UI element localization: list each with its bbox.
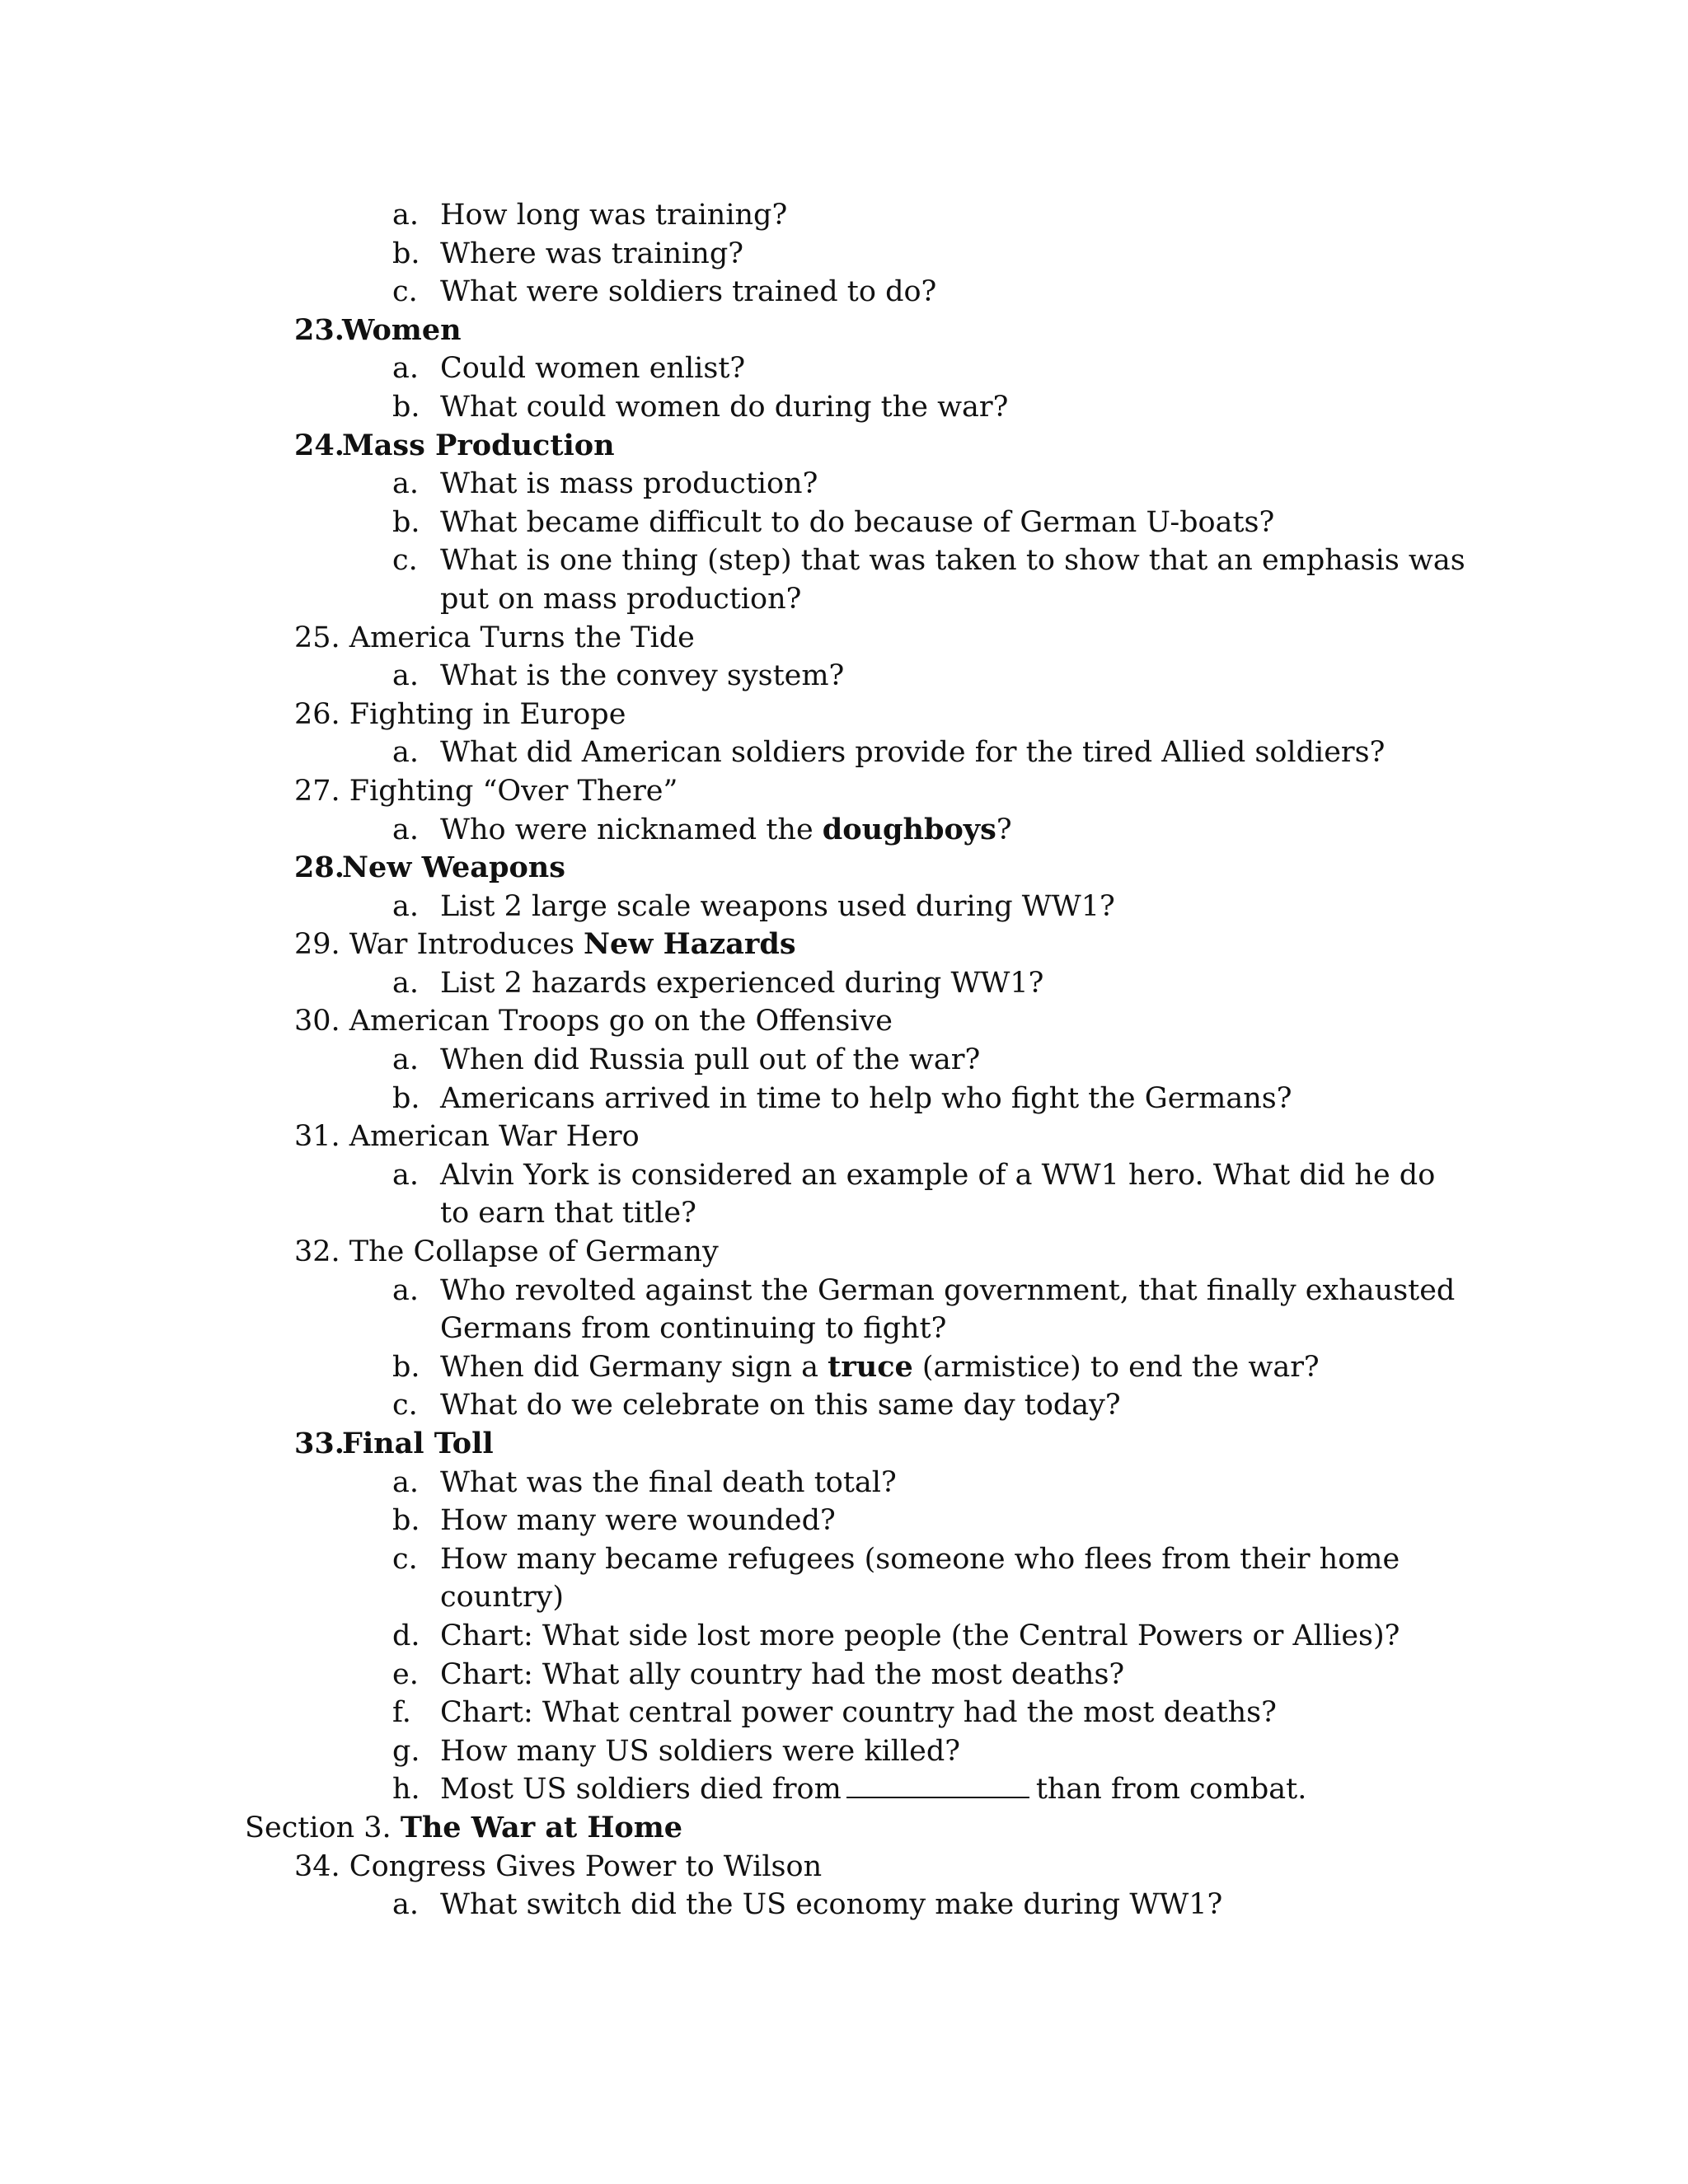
question-text bbox=[440, 1770, 1306, 1809]
question-text: Who revolted against the German government, that finally exhausted bbox=[440, 1273, 1456, 1307]
question-text bbox=[440, 811, 1012, 850]
question-letter: a. bbox=[392, 736, 419, 770]
question-text: What was the final death total? bbox=[440, 1465, 897, 1499]
topic-number: 33. bbox=[294, 1427, 345, 1460]
question-item bbox=[0, 1464, 1688, 1502]
topic-title: 25. America Turns the Tide bbox=[294, 621, 695, 654]
topic-title: New Weapons bbox=[342, 851, 565, 885]
question-letter: b. bbox=[392, 1504, 420, 1538]
question-text: How many were wounded? bbox=[440, 1504, 836, 1538]
question-text: to earn that title? bbox=[440, 1197, 696, 1230]
section-label: Section 3. bbox=[245, 1811, 401, 1844]
question-text-part: When did Germany sign a bbox=[440, 1350, 828, 1384]
topic-title: 34. Congress Gives Power to Wilson bbox=[294, 1849, 823, 1883]
question-text: Germans from continuing to fight? bbox=[440, 1312, 947, 1346]
topic-title: 27. Fighting “Over There” bbox=[294, 774, 678, 808]
question-item bbox=[0, 657, 1688, 696]
question-letter: c. bbox=[392, 1389, 418, 1422]
topic-title-part: 29. War Introduces bbox=[294, 928, 584, 962]
question-text: What became difficult to do because of German U-boats? bbox=[440, 505, 1275, 539]
question-item bbox=[0, 1694, 1688, 1732]
question-letter: c. bbox=[392, 1542, 418, 1576]
question-text-part: (armistice) to end the war? bbox=[912, 1350, 1320, 1384]
question-letter: b. bbox=[392, 1350, 420, 1384]
question-item bbox=[0, 388, 1688, 427]
question-item bbox=[0, 1348, 1688, 1387]
question-text-part: ? bbox=[996, 813, 1012, 846]
topic-heading bbox=[0, 696, 1688, 734]
question-item bbox=[0, 1886, 1688, 1924]
topic-number: 23. bbox=[294, 312, 345, 347]
question-item bbox=[0, 1041, 1688, 1080]
question-item bbox=[0, 196, 1688, 235]
question-letter: g. bbox=[392, 1734, 420, 1768]
topic-title: Final Toll bbox=[342, 1427, 494, 1460]
topic-heading bbox=[0, 1002, 1688, 1041]
section-title bbox=[245, 1809, 682, 1848]
topic-title: 32. The Collapse of Germany bbox=[294, 1235, 719, 1269]
question-text: What is mass production? bbox=[440, 467, 818, 501]
question-item bbox=[0, 1080, 1688, 1118]
question-letter: a. bbox=[392, 659, 419, 693]
question-item bbox=[0, 733, 1688, 772]
question-item bbox=[0, 349, 1688, 388]
section-name: The War at Home bbox=[400, 1810, 683, 1844]
topic-title: 30. American Troops go on the Offensive bbox=[294, 1005, 893, 1038]
question-text: When did Russia pull out of the war? bbox=[440, 1043, 981, 1077]
question-text bbox=[440, 1348, 1320, 1387]
question-letter: d. bbox=[392, 1619, 420, 1652]
question-text: What switch did the US economy make during WW1? bbox=[440, 1888, 1223, 1922]
question-letter: a. bbox=[392, 199, 419, 232]
question-letter: a. bbox=[392, 1043, 419, 1077]
question-text: Chart: What central power country had the most deaths? bbox=[440, 1696, 1277, 1730]
topic-heading-bold bbox=[0, 1425, 1688, 1464]
question-item bbox=[0, 964, 1688, 1003]
question-text: What do we celebrate on this same day today? bbox=[440, 1389, 1121, 1422]
question-letter: h. bbox=[392, 1773, 420, 1807]
question-text: How many became refugees (someone who flees from their home bbox=[440, 1542, 1400, 1576]
question-item bbox=[0, 541, 1688, 580]
topic-title: 26. Fighting in Europe bbox=[294, 697, 626, 731]
question-letter: a. bbox=[392, 1273, 419, 1307]
question-text-part: Most US soldiers died from bbox=[440, 1773, 842, 1807]
question-text: What were soldiers trained to do? bbox=[440, 275, 937, 309]
question-item bbox=[0, 1770, 1688, 1809]
section-heading bbox=[0, 1809, 1688, 1848]
topic-heading bbox=[0, 926, 1688, 964]
topic-title: Women bbox=[342, 312, 462, 347]
question-item bbox=[0, 1540, 1688, 1579]
question-text: Chart: What side lost more people (the Central Powers or Allies)? bbox=[440, 1619, 1400, 1652]
key-term: truce bbox=[828, 1349, 913, 1384]
topic-heading-bold bbox=[0, 312, 1688, 350]
question-letter: b. bbox=[392, 390, 420, 424]
question-text: List 2 large scale weapons used during WW1? bbox=[440, 889, 1115, 923]
question-letter: a. bbox=[392, 813, 419, 846]
question-text: List 2 hazards experienced during WW1? bbox=[440, 966, 1044, 1000]
topic-heading bbox=[0, 1118, 1688, 1156]
question-letter: a. bbox=[392, 467, 419, 501]
question-letter: f. bbox=[392, 1696, 411, 1730]
question-text: Chart: What ally country had the most deaths? bbox=[440, 1657, 1125, 1691]
question-letter: a. bbox=[392, 889, 419, 923]
question-item bbox=[0, 273, 1688, 312]
question-text: Where was training? bbox=[440, 237, 744, 270]
topic-number: 24. bbox=[294, 428, 345, 462]
question-text-part: than from combat. bbox=[1035, 1773, 1307, 1807]
key-term: New Hazards bbox=[584, 927, 796, 962]
topic-title: Mass Production bbox=[342, 428, 615, 462]
topic-title bbox=[294, 926, 796, 964]
question-text: Could women enlist? bbox=[440, 352, 746, 386]
question-letter: c. bbox=[392, 544, 418, 578]
question-item bbox=[0, 888, 1688, 926]
fill-in-blank bbox=[846, 1774, 1029, 1798]
question-text-part: Who were nicknamed the bbox=[440, 813, 823, 846]
topic-heading bbox=[0, 1848, 1688, 1886]
question-continuation bbox=[0, 580, 1688, 619]
question-item bbox=[0, 465, 1688, 504]
question-letter: b. bbox=[392, 1081, 420, 1115]
question-text: What could women do during the war? bbox=[440, 390, 1009, 424]
question-text: Alvin York is considered an example of a WW1 hero. What did he do bbox=[440, 1158, 1436, 1192]
question-continuation bbox=[0, 1310, 1688, 1348]
question-letter: b. bbox=[392, 505, 420, 539]
question-text: How long was training? bbox=[440, 199, 788, 232]
topic-title: 31. American War Hero bbox=[294, 1120, 640, 1154]
question-text: country) bbox=[440, 1581, 564, 1615]
question-letter: a. bbox=[392, 352, 419, 386]
topic-heading-bold bbox=[0, 427, 1688, 466]
question-continuation bbox=[0, 1578, 1688, 1617]
question-letter: a. bbox=[392, 1465, 419, 1499]
question-item bbox=[0, 811, 1688, 850]
key-term: doughboys bbox=[822, 812, 996, 846]
question-item bbox=[0, 235, 1688, 274]
topic-heading bbox=[0, 619, 1688, 658]
question-text: What did American soldiers provide for the tired Allied soldiers? bbox=[440, 736, 1386, 770]
question-text: Americans arrived in time to help who fight the Germans? bbox=[440, 1081, 1292, 1115]
question-letter: e. bbox=[392, 1657, 419, 1691]
question-letter: a. bbox=[392, 966, 419, 1000]
question-item bbox=[0, 1502, 1688, 1540]
question-letter: a. bbox=[392, 1158, 419, 1192]
question-item bbox=[0, 1386, 1688, 1425]
question-text: What is the convey system? bbox=[440, 659, 845, 693]
question-letter: c. bbox=[392, 275, 418, 309]
question-text: How many US soldiers were killed? bbox=[440, 1734, 961, 1768]
topic-heading bbox=[0, 1233, 1688, 1272]
question-item bbox=[0, 1732, 1688, 1771]
topic-number: 28. bbox=[294, 851, 345, 885]
question-continuation bbox=[0, 1194, 1688, 1233]
topic-heading bbox=[0, 772, 1688, 811]
topic-heading-bold bbox=[0, 849, 1688, 888]
question-text: put on mass production? bbox=[440, 582, 802, 616]
question-item bbox=[0, 1617, 1688, 1656]
question-item bbox=[0, 1272, 1688, 1310]
question-item bbox=[0, 1156, 1688, 1195]
question-letter: a. bbox=[392, 1888, 419, 1922]
worksheet-document bbox=[0, 196, 1688, 1924]
question-item bbox=[0, 1656, 1688, 1694]
question-text: What is one thing (step) that was taken to show that an emphasis was bbox=[440, 544, 1465, 578]
question-letter: b. bbox=[392, 237, 420, 270]
question-item bbox=[0, 504, 1688, 542]
